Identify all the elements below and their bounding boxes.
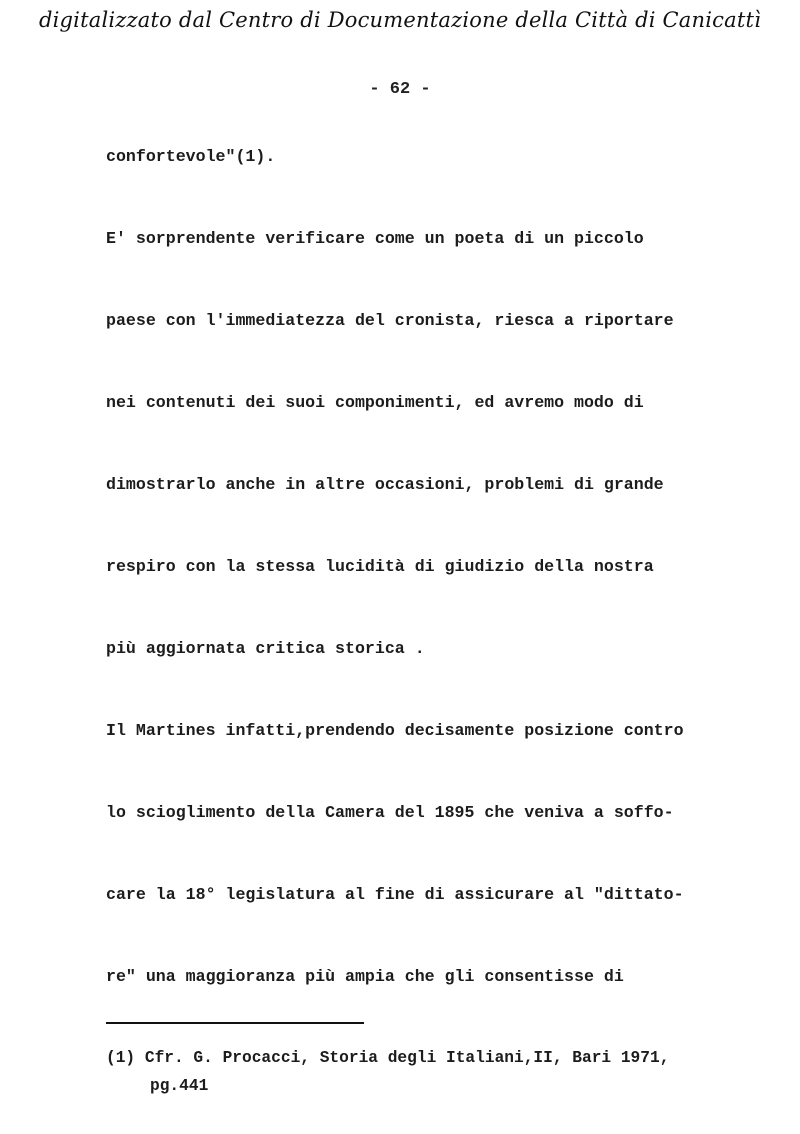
text-line: re" una maggioranza più ampia che gli consentisse di xyxy=(106,967,624,986)
footnote-separator xyxy=(106,1022,364,1024)
text-line: confortevole"(1). xyxy=(106,147,276,166)
text-line: respiro con la stessa lucidità di giudizio della nostra xyxy=(106,557,654,576)
text-line: paese con l'immediatezza del cronista, riesca a riportare xyxy=(106,311,674,330)
text-line: dimostrarlo anche in altre occasioni, problemi di grande xyxy=(106,475,664,494)
text-line: lo scioglimento della Camera del 1895 che veniva a soffo- xyxy=(106,803,674,822)
footnote-line: (1) Cfr. G. Procacci, Storia degli Italiani,II, Bari 1971, xyxy=(106,1049,670,1067)
page-number: - 62 - xyxy=(369,80,431,99)
body-text xyxy=(106,145,746,1047)
text-line: più aggiornata critica storica . xyxy=(106,639,425,658)
text-line: Il Martines infatti,prendendo decisamente posizione contro xyxy=(106,721,684,740)
text-line: nei contenuti dei suoi componimenti, ed avremo modo di xyxy=(106,393,644,412)
footnote-line-continued: pg.441 xyxy=(150,1077,209,1095)
text-line: care la 18° legislatura al fine di assicurare al "dittato- xyxy=(106,885,684,904)
text-line: E' sorprendente verificare come un poeta di un piccolo xyxy=(106,229,644,248)
footnote xyxy=(106,1046,746,1102)
digitization-note: digitalizzato dal Centro di Documentazione della Città di Canicattì xyxy=(38,8,762,32)
